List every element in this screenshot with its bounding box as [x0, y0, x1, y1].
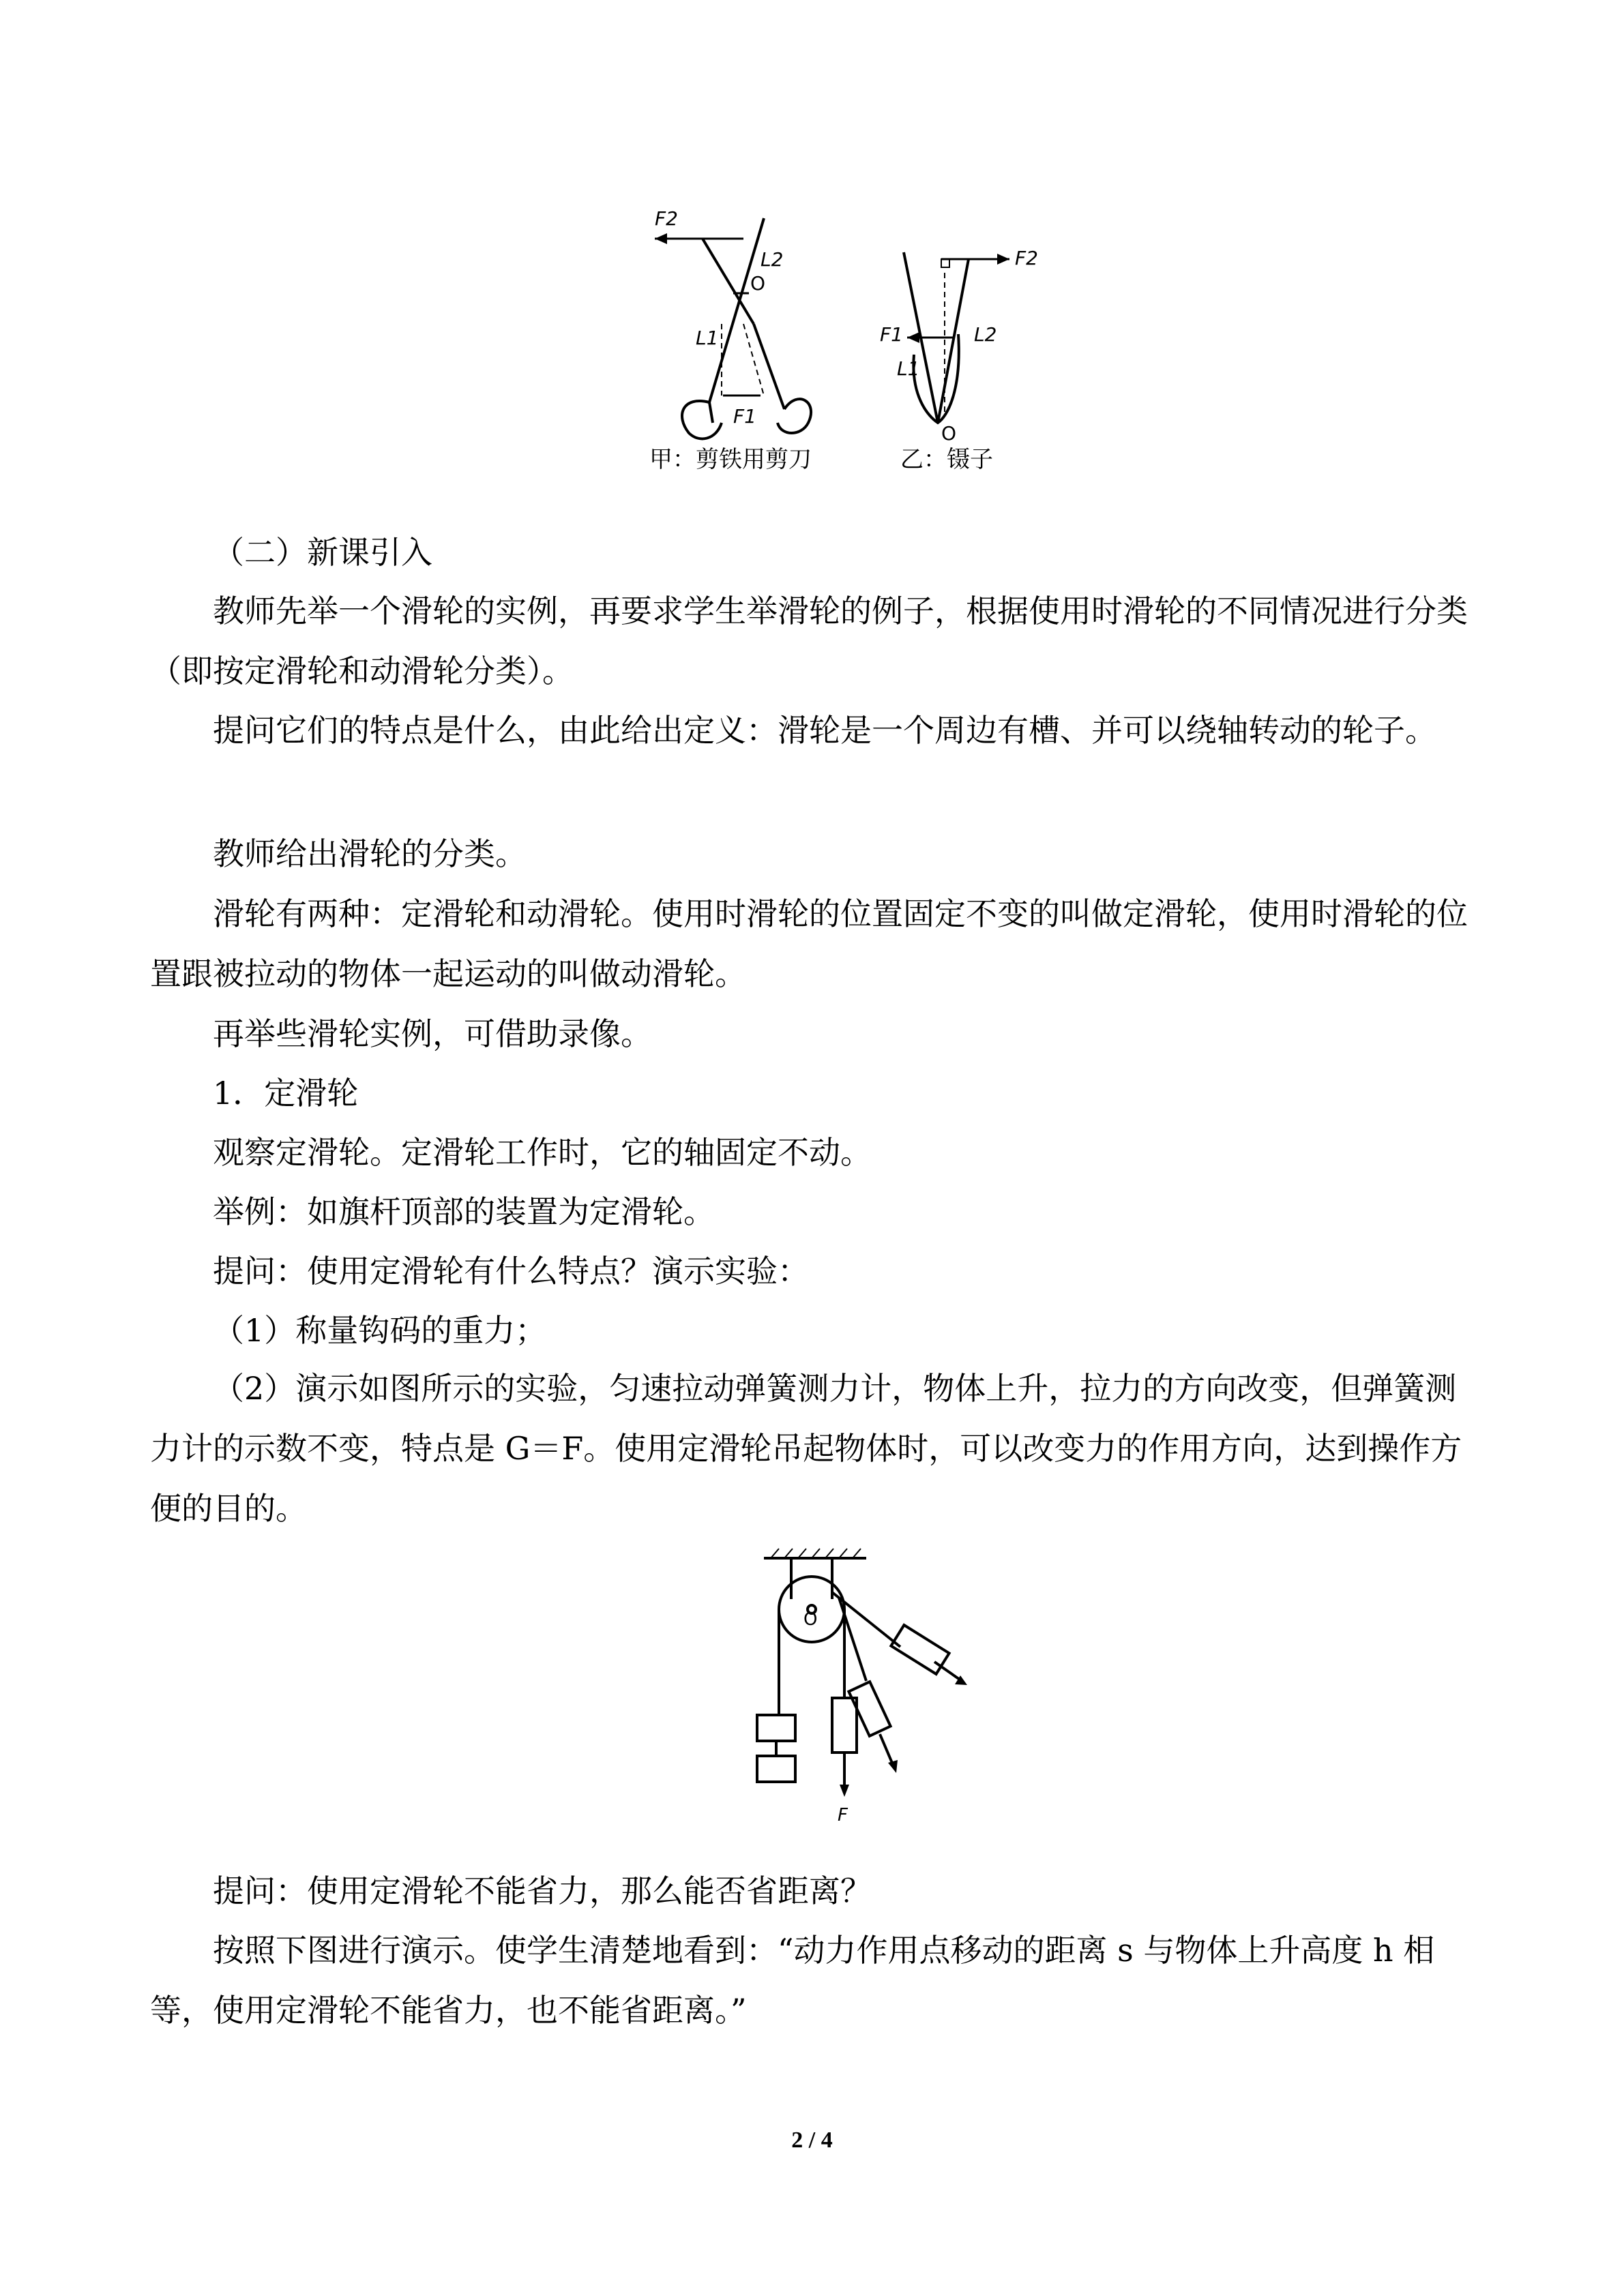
tweezers-l1-label: L1	[897, 357, 920, 380]
paragraph-more-examples: 再举些滑轮实例，可借助录像。	[213, 1015, 652, 1052]
tweezers-l2-label: L2	[974, 323, 997, 346]
lever-diagram	[641, 198, 1064, 511]
tweezers-f1-label: F1	[880, 323, 903, 346]
page-number: 2 / 4	[791, 2128, 833, 2153]
scissors-l1-label: L1	[696, 327, 719, 349]
tweezers-o-label: O	[941, 422, 957, 445]
paragraph-step-2: （2）演示如图所示的实验，匀速拉动弹簧测力计，物体上升，拉力的方向改变，但弹簧测力计的示数不变，特点是 G＝F。使用定滑轮吊起物体时，可以改变力的作用方向，达到操作方便的目的。	[150, 1370, 1462, 1527]
pulley-figure	[730, 1545, 975, 1831]
scissors-f1-label: F1	[733, 405, 756, 428]
section-heading: （二）新课引入	[213, 534, 432, 571]
pulley-f-label: F	[838, 1805, 848, 1825]
paragraph-observe: 观察定滑轮。定滑轮工作时，它的轴固定不动。	[213, 1134, 872, 1171]
pulley-diagram	[730, 1545, 975, 1831]
paragraph-distance-question: 提问：使用定滑轮不能省力，那么能否省距离？	[213, 1873, 872, 1909]
paragraph-demonstration: 按照下图进行演示。使学生清楚地看到：“动力作用点移动的距离 s 与物体上升高度 h 相等，使用定滑轮不能省力，也不能省距离。”	[150, 1932, 1435, 2029]
scissors-l2-label: L2	[761, 248, 784, 271]
scissors-o-label: O	[750, 272, 766, 295]
scissors-caption: 甲：剪铁用剪刀	[649, 446, 812, 473]
paragraph-question: 提问：使用定滑轮有什么特点？演示实验：	[213, 1253, 809, 1289]
paragraph-flagpole: 举例：如旗杆顶部的装置为定滑轮。	[213, 1193, 715, 1230]
subheading-fixed-pulley: 1．定滑轮	[213, 1075, 359, 1112]
paragraph-step-1: （1）称量钩码的重力；	[213, 1312, 547, 1349]
paragraph-definition: 提问它们的特点是什么，由此给出定义：滑轮是一个周边有槽、并可以绕轴转动的轮子。	[213, 712, 1436, 749]
lever-figure	[641, 198, 1064, 511]
tweezers-f2-label: F2	[1015, 247, 1038, 269]
scissors-f2-label: F2	[655, 207, 678, 230]
paragraph-two-kinds: 滑轮有两种：定滑轮和动滑轮。使用时滑轮的位置固定不变的叫做定滑轮，使用时滑轮的位置跟被拉动的物体一起运动的叫做动滑轮。	[150, 895, 1468, 992]
paragraph-teacher-example: 教师先举一个滑轮的实例，再要求学生举滑轮的例子，根据使用时滑轮的不同情况进行分类（即按定滑轮和动滑轮分类）。	[150, 593, 1468, 689]
pulley-o-label: O	[803, 1609, 818, 1630]
tweezers-caption: 乙：镊子	[900, 446, 993, 473]
paragraph-classification: 教师给出滑轮的分类。	[213, 835, 527, 872]
